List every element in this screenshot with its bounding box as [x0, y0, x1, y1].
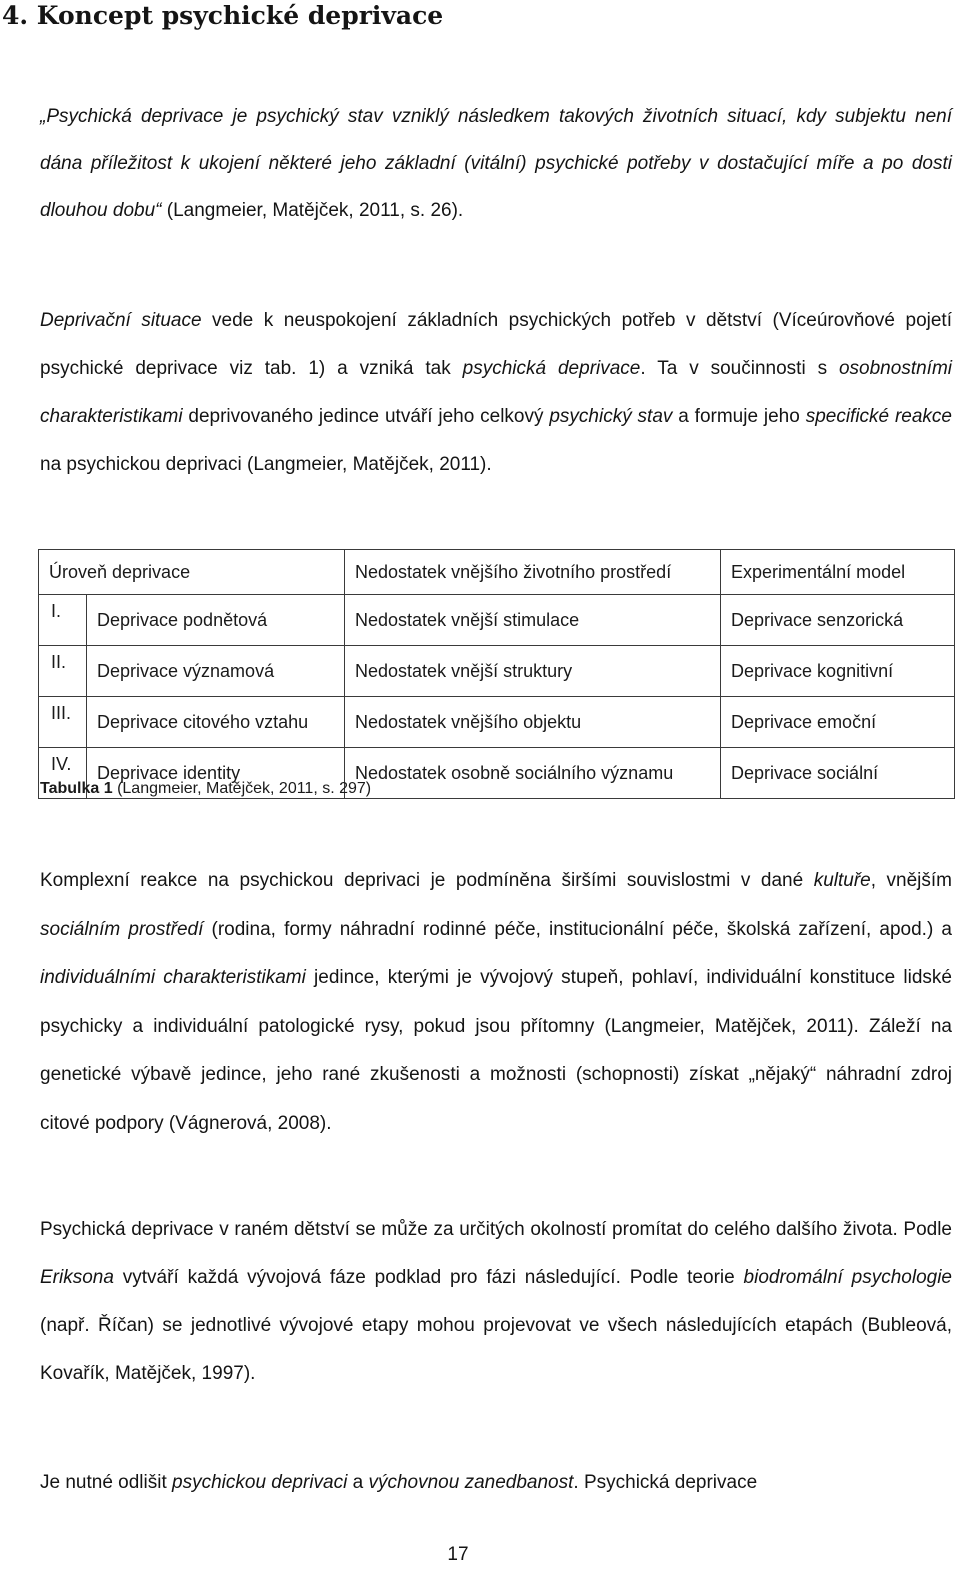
text-run: a	[347, 1472, 369, 1493]
header-cell: Experimentální model	[721, 550, 955, 595]
text-run: (rodina, formy náhradní rodinné péče, institucionální péče, školská zařízení, apod.) a	[203, 918, 952, 940]
model-cell: Deprivace sociální	[721, 748, 955, 799]
emphasis: kultuře	[813, 870, 871, 891]
emphasis: osobnostními charakteristikami	[40, 358, 952, 427]
text-run: , vnějším	[870, 870, 952, 891]
row-number: III.	[39, 697, 87, 748]
table-row	[39, 697, 955, 748]
table-row	[39, 595, 955, 646]
caption-source: (Langmeier, Matějček, 2011, s. 297)	[112, 780, 372, 797]
level-cell: Deprivace citového vztahu	[87, 697, 345, 748]
caption-label: Tabulka 1	[40, 780, 113, 797]
quote-citation: (Langmeier, Matějček, 2011, s. 26).	[161, 200, 464, 221]
table-header-row	[39, 550, 955, 595]
header-cell: Úroveň deprivace	[39, 550, 345, 595]
model-cell: Deprivace kognitivní	[721, 646, 955, 697]
lack-cell: Nedostatek vnější stimulace	[345, 595, 721, 646]
text-run: vede k neuspokojení základních psychických potřeb v dětství (Víceúrovňové pojetí psychické deprivace viz tab. 1) a vzniká tak	[40, 310, 952, 379]
emphasis: výchovnou zanedbanost	[368, 1472, 574, 1493]
text-run: a formuje jeho	[672, 406, 806, 427]
emphasis: individuálními charakteristikami	[40, 967, 306, 989]
emphasis: Eriksona	[40, 1267, 114, 1288]
emphasis: biodromální psychologie	[743, 1267, 952, 1288]
text-run: (např. Říčan) se jednotlivé vývojové etapy mohou projevovat ve všech následujících etapách (Bubleová, Kovařík, Matějček, 1997).	[40, 1315, 952, 1384]
text-run: Je nutné odlišit	[40, 1472, 173, 1493]
lack-cell: Nedostatek vnější struktury	[345, 646, 721, 697]
emphasis: Deprivační situace	[40, 310, 202, 331]
lack-cell: Nedostatek vnějšího objektu	[345, 697, 721, 748]
text-run: jedince, kterými je vývojový stupeň, pohlaví, individuální konstituce lidské psychicky a individuální patologické rysy, pokud jsou přítomny (Langmeier, Matějček, 2011). Záleží na genetické výbavě jedince, jeho rané zkušenosti a možnosti (schopnosti) získat „nějaký“ náhradní zdroj citové podpory (Vágnerová, 2008).	[40, 967, 952, 1134]
text-run: Psychická deprivace v raném dětství se může za určitých okolností promítat do celého dalšího života. Podle	[40, 1219, 952, 1240]
emphasis: specifické reakce	[805, 406, 952, 427]
text-run: . Ta v součinnosti s	[640, 358, 839, 379]
text-run: vytváří každá vývojová fáze podklad pro fázi následující. Podle teorie	[113, 1267, 744, 1288]
row-number: IV.	[39, 748, 87, 799]
page-number: 17	[447, 1544, 469, 1565]
lack-cell: Nedostatek osobně sociálního významu	[345, 748, 721, 799]
paragraph-distinguish	[40, 1459, 952, 1507]
emphasis: psychický stav	[549, 406, 673, 427]
paragraph-complex-reaction	[40, 857, 952, 1149]
emphasis: psychickou deprivaci	[172, 1472, 348, 1493]
paragraph-deprivation-situation	[40, 297, 952, 489]
level-cell: Deprivace významová	[87, 646, 345, 697]
quote-text: „Psychická deprivace je psychický stav vzniklý následkem takových životních situací, kdy subjektu není dána příležitost k ukojení některé jeho základní (vitální) psychické potřeby v dostačující míře a po dosti dlouhou dobu“	[40, 106, 952, 221]
row-number: I.	[39, 595, 87, 646]
paragraph-early-childhood	[40, 1206, 952, 1398]
deprivation-levels-table	[38, 549, 955, 799]
row-number: II.	[39, 646, 87, 697]
header-cell: Nedostatek vnějšího životního prostředí	[345, 550, 721, 595]
text-run: na psychickou deprivaci (Langmeier, Matějček, 2011).	[40, 454, 492, 475]
table-caption	[40, 780, 371, 798]
text-run: Komplexní reakce na psychickou deprivaci je podmíněna širšími souvislostmi v dané	[40, 870, 814, 891]
table-row	[39, 646, 955, 697]
model-cell: Deprivace senzorická	[721, 595, 955, 646]
text-run: . Psychická deprivace	[573, 1472, 758, 1493]
level-cell: Deprivace identity	[87, 748, 345, 799]
chapter-heading: 4. Koncept psychické deprivace	[2, 1, 444, 30]
emphasis: sociálním prostředí	[40, 918, 204, 940]
text-run: deprivovaného jedince utváří jeho celkový	[182, 406, 550, 427]
model-cell: Deprivace emoční	[721, 697, 955, 748]
level-cell: Deprivace podnětová	[87, 595, 345, 646]
definition-quote	[40, 93, 952, 234]
emphasis: psychická deprivace	[462, 358, 641, 379]
